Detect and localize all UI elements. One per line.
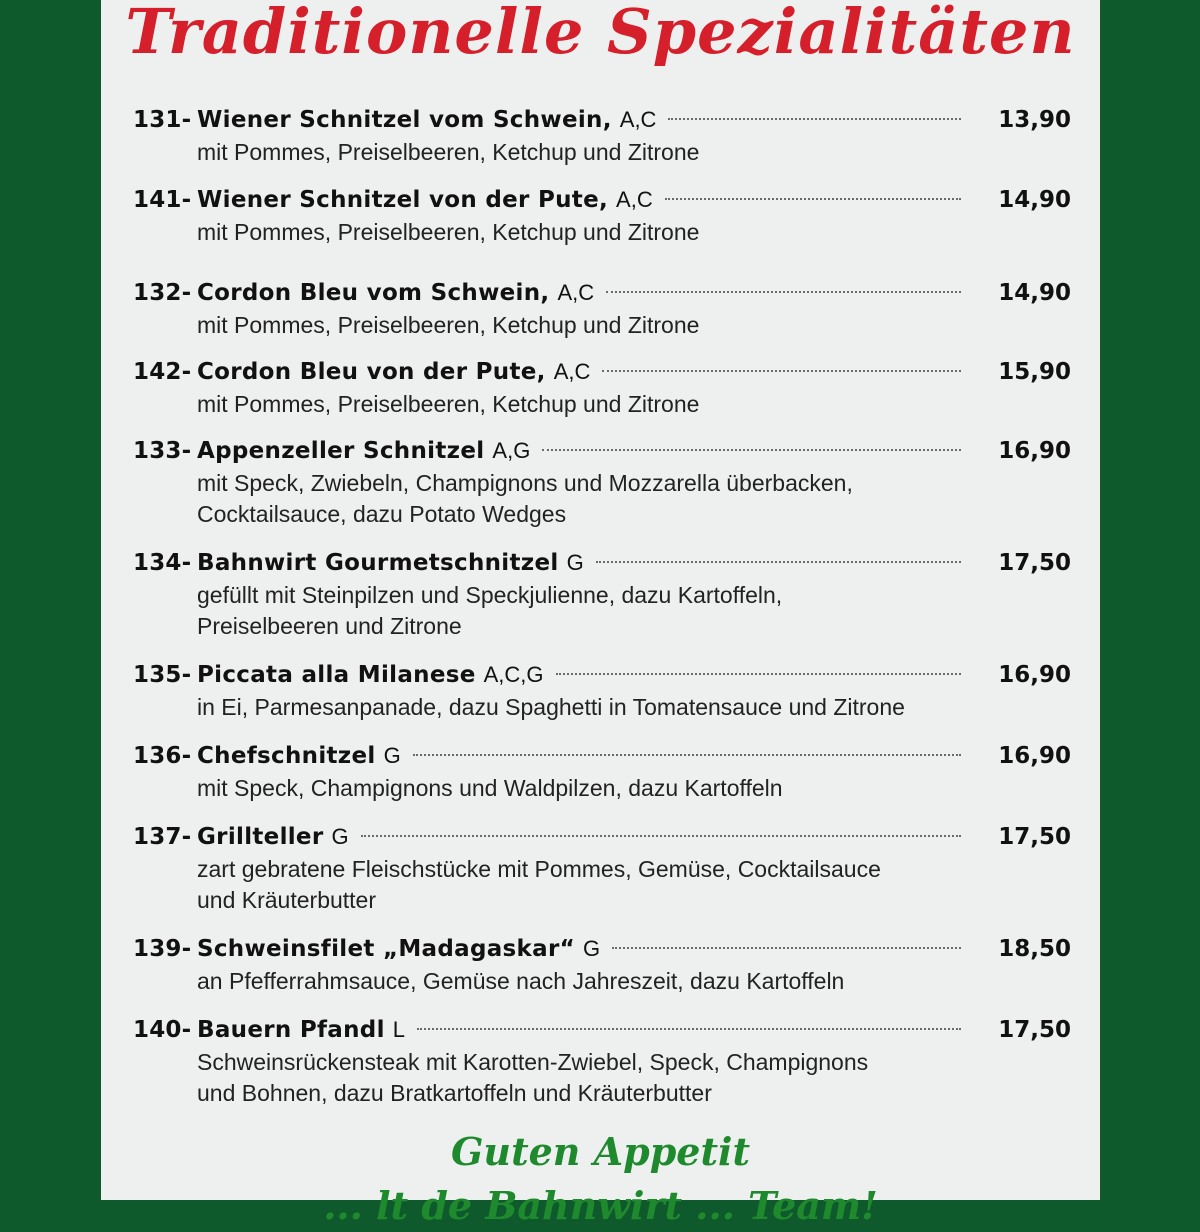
menu-item-header [133,438,1071,468]
item-price: 13,90 [998,107,1071,133]
leader-dots [668,117,961,120]
menu-item-header [133,1017,1071,1047]
item-allergens: G [566,550,584,575]
menu-item [133,438,1071,530]
item-number: 139- [133,936,192,962]
menu-item-header [133,936,1071,966]
leader-dots [665,197,961,200]
leader-dots [596,560,961,563]
item-description: mit Pommes, Preiselbeeren, Ketchup und Zitrone [197,219,700,245]
leader-dots [612,946,961,949]
menu-item [133,662,1071,723]
item-price: 14,90 [998,187,1071,213]
item-description: zart gebratene Fleischstücke mit Pommes, Gemüse, Cocktailsauce [197,856,881,882]
item-description: mit Speck, Champignons und Waldpilzen, dazu Kartoffeln [197,775,783,801]
leader-dots [417,1027,961,1030]
item-description: Preiselbeeren und Zitrone [197,613,462,639]
item-description: und Kräuterbutter [197,887,377,913]
footer-partial-line: ... lt de Bahnwirt ... Team! [323,1183,878,1228]
item-price: 15,90 [998,359,1071,385]
item-description: in Ei, Parmesanpanade, dazu Spaghetti in Tomatensauce und Zitrone [197,694,905,720]
item-number: 142- [133,359,192,385]
item-number: 134- [133,550,192,576]
leader-dots [542,448,961,451]
menu-item-header [133,662,1071,692]
item-number: 135- [133,662,192,688]
item-description: mit Pommes, Preiselbeeren, Ketchup und Zitrone [197,312,700,338]
item-name: Appenzeller Schnitzel [197,438,485,464]
item-name: Grillteller [197,824,324,850]
item-number: 133- [133,438,192,464]
item-price: 16,90 [998,438,1071,464]
item-description: an Pfefferrahmsauce, Gemüse nach Jahreszeit, dazu Kartoffeln [197,968,845,994]
item-number: 132- [133,280,192,306]
item-allergens: A,C [619,107,657,132]
item-price: 16,90 [998,743,1071,769]
item-description: mit Pommes, Preiselbeeren, Ketchup und Zitrone [197,139,700,165]
leader-dots [606,290,961,293]
item-description: mit Pommes, Preiselbeeren, Ketchup und Zitrone [197,391,700,417]
item-price: 17,50 [998,1017,1071,1043]
page-title: Traditionelle Spezialitäten [125,0,1076,68]
item-description: mit Speck, Zwiebeln, Champignons und Mozzarella überbacken, [197,470,853,496]
item-allergens: A,G [492,438,531,463]
item-allergens: A,C [553,359,591,384]
menu-item [133,1017,1071,1109]
leader-dots [556,672,961,675]
item-number: 131- [133,107,192,133]
menu-item-header [133,550,1071,580]
leader-dots [413,753,961,756]
item-price: 17,50 [998,824,1071,850]
menu-item [133,187,1071,248]
menu-item-header [133,280,1071,310]
item-allergens: G [583,936,601,961]
menu-page [101,0,1100,1228]
menu-item-header [133,824,1071,854]
leader-dots [361,834,961,837]
item-number: 140- [133,1017,192,1043]
item-number: 136- [133,743,192,769]
item-allergens: G [331,824,349,849]
item-name: Wiener Schnitzel vom Schwein, [197,107,612,133]
menu-item [133,107,1071,168]
menu-item-header [133,107,1071,137]
item-name: Bauern Pfandl [197,1017,385,1043]
item-name: Bahnwirt Gourmetschnitzel [197,550,559,576]
item-price: 14,90 [998,280,1071,306]
item-name: Piccata alla Milanese [197,662,476,688]
item-price: 18,50 [998,936,1071,962]
menu-item [133,743,1071,804]
item-allergens: A,C [557,280,595,305]
footer-greeting: Guten Appetit [450,1129,750,1174]
item-allergens: G [383,743,401,768]
menu-item-header [133,187,1071,217]
item-allergens: A,C [616,187,653,212]
item-description: Schweinsrückensteak mit Karotten-Zwiebel, Speck, Champignons [197,1049,869,1075]
item-price: 16,90 [998,662,1071,688]
item-number: 137- [133,824,192,850]
item-name: Cordon Bleu von der Pute, [197,359,546,385]
item-allergens: A,C,G [483,662,544,687]
menu-item [133,280,1071,341]
menu-item [133,824,1071,916]
item-price: 17,50 [998,550,1071,576]
item-description: gefüllt mit Steinpilzen und Speckjulienne, dazu Kartoffeln, [197,582,783,608]
item-description: und Bohnen, dazu Bratkartoffeln und Kräuterbutter [197,1080,712,1106]
item-description: Cocktailsauce, dazu Potato Wedges [197,501,567,527]
item-name: Wiener Schnitzel von der Pute, [197,187,609,213]
menu-item-header [133,743,1071,773]
item-name: Schweinsfilet „Madagaskar“ [197,936,576,962]
item-name: Chefschnitzel [197,743,376,769]
item-name: Cordon Bleu vom Schwein, [197,280,550,306]
menu-item [133,936,1071,997]
menu-item-header [133,359,1071,389]
leader-dots [602,369,961,372]
item-allergens: L [392,1017,406,1042]
menu-item [133,359,1071,420]
menu-item [133,550,1071,642]
item-number: 141- [133,187,192,213]
